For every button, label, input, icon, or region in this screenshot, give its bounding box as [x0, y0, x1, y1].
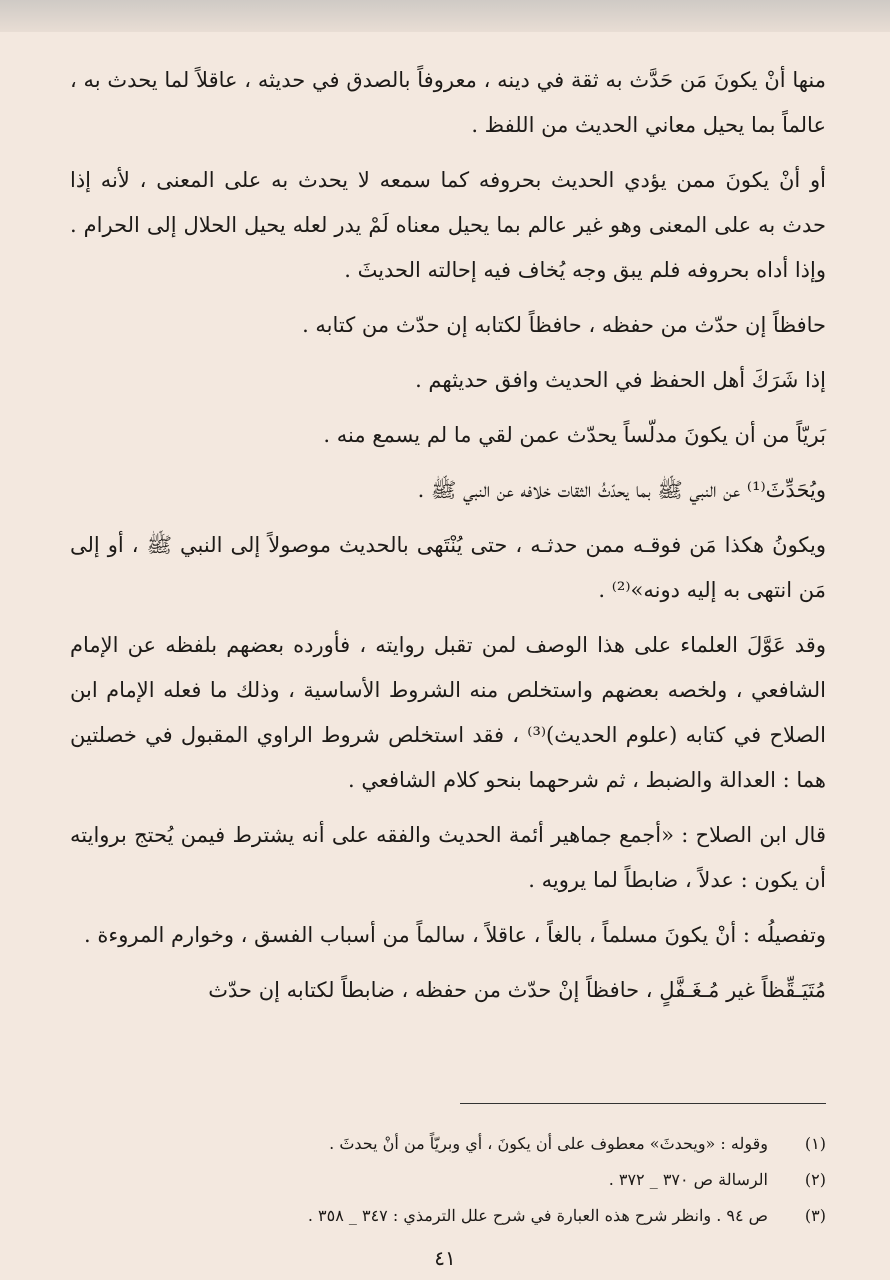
footnote-number: (٣): [804, 1206, 826, 1225]
paragraph: وتفصيلُه : أنْ يكونَ مسلماً ، بالغاً ، عاقلاً ، سالماً من أسباب الفسق ، وخوارم المروءة .: [84, 923, 826, 947]
footnote: [200, 1198, 826, 1234]
scan-top-edge: [0, 0, 890, 32]
paragraph: إذا شَرَكَ أهل الحفظ في الحديث وافق حديثهم .: [415, 368, 826, 392]
footnote-text: الرسالة ص ٣٧٠ _ ٣٧٢ .: [608, 1170, 768, 1189]
paragraph: منها أنْ يكونَ مَن حَدَّث به ثقة في دينه ، معروفاً بالصدق في حديثه ، عاقلاً لما يحدث به ، عالماً بما يحيل معاني الحديث من اللفظ .: [70, 68, 826, 137]
paragraph: حافظاً إن حدّث من حفظه ، حافظاً لكتابه إن حدّث من كتابه .: [302, 313, 826, 337]
paragraph: ويكونُ هكذا مَن فوقـه ممن حدثـه ، حتى يُنْتَهى بالحديث موصولاً إلى النبي ﷺ ، أو إلى مَن انتهى به إليه دونه»⁽²⁾ .: [70, 533, 826, 602]
main-text: [70, 58, 826, 1023]
paragraph: ويُحَدِّثَ⁽¹⁾ عن النبي ﷺ بما يحدّثُ الثقات خلافه عن النبي ﷺ .: [417, 478, 826, 502]
footnote: [200, 1162, 826, 1198]
footnotes: [200, 1126, 826, 1234]
footnote-text: وقوله : «ويحدثَ» معطوف على أن يكونَ ، أي وبريّاً من أنْ يحدثَ .: [329, 1134, 768, 1153]
footnote: [200, 1126, 826, 1162]
footnote-number: (٢): [804, 1170, 826, 1189]
paragraph: بَريّاً من أن يكونَ مدلّساً يحدّث عمن لقي ما لم يسمع منه .: [323, 423, 826, 447]
footnote-separator: [460, 1103, 826, 1104]
page-number: ٤١: [434, 1246, 456, 1270]
footnote-number: (١): [804, 1134, 826, 1153]
footnote-text: ص ٩٤ . وانظر شرح هذه العبارة في شرح علل الترمذي : ٣٤٧ _ ٣٥٨ .: [307, 1206, 768, 1225]
paragraph: وقد عَوَّلَ العلماء على هذا الوصف لمن تقبل روايته ، فأورده بعضهم بلفظه عن الإمام الشافعي ، ولخصه بعضهم واستخلص منه الشروط الأساسية ، وذلك ما فعله الإمام ابن الصلاح في كتابه (علوم الحديث)⁽³⁾ ، فقد استخلص شروط الراوي المقبول في خصلتين هما : العدالة والضبط ، ثم شرحهما بنحو كلام الشافعي .: [70, 633, 826, 792]
paragraph: أو أنْ يكونَ ممن يؤدي الحديث بحروفه كما سمعه لا يحدث به على المعنى ، لأنه إذا حدث به على المعنى وهو غير عالم بما يحيل معناه لَمْ يدر لعله يحيل الحلال إلى الحرام . وإذا أداه بحروفه فلم يبق وجه يُخاف فيه إحالته الحديثَ .: [70, 168, 826, 282]
paragraph: مُتَيَـقِّظاً غير مُـغَـفَّلٍ ، حافظاً إنْ حدّث من حفظه ، ضابطاً لكتابه إن حدّث: [208, 978, 826, 1002]
paragraph: قال ابن الصلاح : «أجمع جماهير أئمة الحديث والفقه على أنه يشترط فيمن يُحتج بروايته أن يكون : عدلاً ، ضابطاً لما يرويه .: [70, 823, 826, 892]
